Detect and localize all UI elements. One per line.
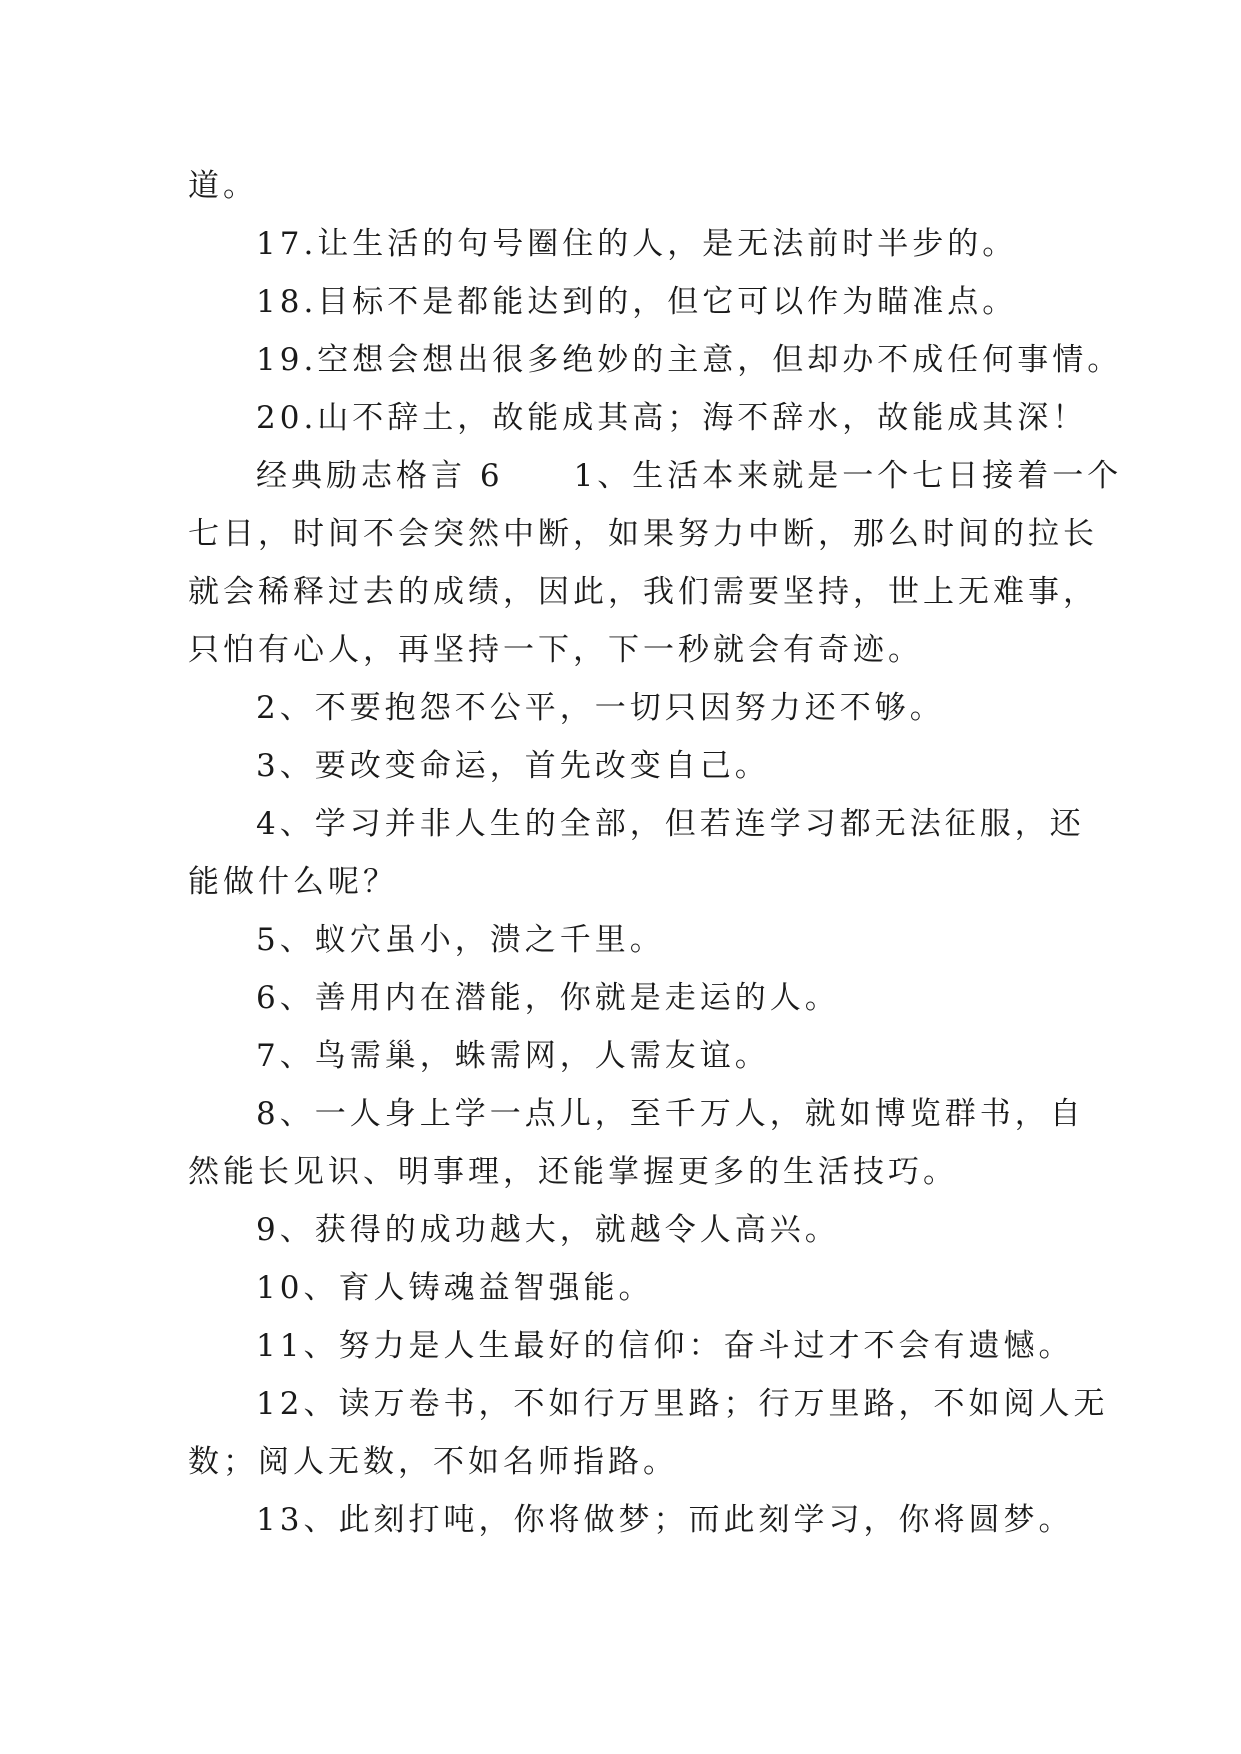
text-line: 9、获得的成功越大，就越令人高兴。 [256,1212,840,1248]
text-line: 11、努力是人生最好的信仰：奋斗过才不会有遗憾。 [256,1328,1074,1364]
text-line: 17.让生活的句号圈住的人，是无法前时半步的。 [256,226,1018,262]
text-line: 13、此刻打吨，你将做梦；而此刻学习，你将圆梦。 [256,1502,1074,1538]
document-body [188,157,1123,1549]
text-line: 10、育人铸魂益智强能。 [256,1270,654,1306]
text-line: 3、要改变命运，首先改变自己。 [256,748,770,784]
text-line: 6、善用内在潜能，你就是走运的人。 [256,980,840,1016]
text-line: 5、蚁穴虽小，溃之千里。 [256,922,665,958]
text-line: 18.目标不是都能达到的，但它可以作为瞄准点。 [256,284,1018,320]
text-line: 能做什么呢？ [188,864,398,900]
text-line: 2、不要抱怨不公平，一切只因努力还不够。 [256,690,945,726]
text-line: 然能长见识、明事理，还能掌握更多的生活技巧。 [188,1154,958,1190]
text-line: 19.空想会想出很多绝妙的主意，但却办不成任何事情。 [256,342,1123,378]
text-line: 道。 [188,168,258,204]
text-line: 8、一人身上学一点儿，至千万人，就如博览群书，自 [256,1096,1085,1132]
text-line: 就会稀释过去的成绩，因此，我们需要坚持，世上无难事， [188,574,1098,610]
text-line: 20.山不辞土，故能成其高；海不辞水，故能成其深！ [256,400,1088,436]
text-line: 4、学习并非人生的全部，但若连学习都无法征服，还 [256,806,1085,842]
section-heading-line: 经典励志格言 6 1、生活本来就是一个七日接着一个 [256,458,1123,494]
text-line: 7、鸟需巢，蛛需网，人需友谊。 [256,1038,770,1074]
text-line: 数；阅人无数，不如名师指路。 [188,1444,678,1480]
text-line: 12、读万卷书，不如行万里路；行万里路，不如阅人无 [256,1386,1109,1422]
text-line: 七日，时间不会突然中断，如果努力中断，那么时间的拉长 [188,516,1098,552]
text-line: 只怕有心人，再坚持一下，下一秒就会有奇迹。 [188,632,923,668]
